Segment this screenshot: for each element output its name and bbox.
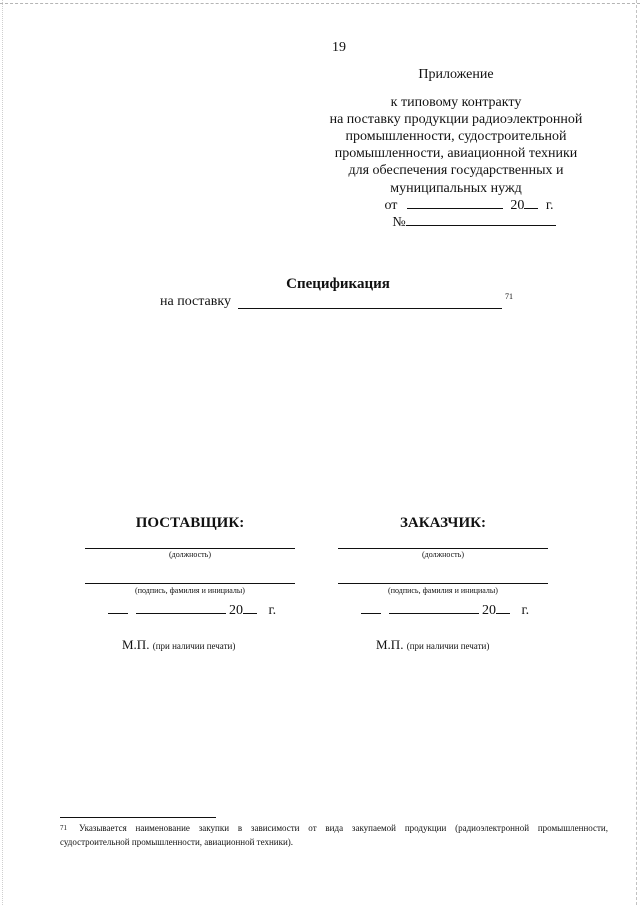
supplier-signature-line (85, 583, 295, 584)
footnote-separator (60, 817, 216, 818)
supplier-date-month-blank (136, 613, 226, 614)
page-edge-top (0, 3, 640, 4)
page-edge-right (636, 0, 637, 905)
footnote-reference: 71 (505, 292, 513, 301)
number-sign: № (392, 214, 406, 230)
customer-date-row (361, 603, 529, 619)
supplier-stamp-note: (при наличии печати) (152, 641, 236, 651)
customer-stamp-label (376, 637, 489, 653)
contract-date-row (320, 197, 592, 214)
supplier-date-day-blank (108, 613, 128, 614)
appendix-line: промышленности, авиационной техники (334, 146, 578, 162)
specification-title: Спецификация (286, 276, 390, 292)
contract-number-row (320, 214, 592, 231)
supply-label: на поставку (160, 294, 231, 309)
supplier-date-suffix: г. (268, 603, 277, 618)
customer-date-month-blank (389, 613, 479, 614)
appendix-line: муниципальных нужд (390, 180, 522, 196)
footnote-number: 71 (60, 824, 67, 832)
supplier-position-caption: (должность) (169, 550, 211, 559)
supplier-position-line (85, 548, 295, 549)
customer-date-year-blank (496, 613, 510, 614)
date-year: 20 (510, 197, 525, 213)
date-day-month-blank (407, 208, 503, 209)
supplier-date-year-blank (243, 613, 257, 614)
appendix-line: на поставку продукции радиоэлектронной (329, 112, 583, 128)
supplier-stamp-mp: М.П. (122, 637, 150, 652)
customer-date-suffix: г. (521, 603, 530, 618)
date-year-blank (524, 208, 538, 209)
appendix-line: промышленности, судостроительной (345, 129, 567, 145)
customer-date-day-blank (361, 613, 381, 614)
page-number: 19 (332, 40, 346, 55)
appendix-title: Приложение (418, 67, 494, 82)
appendix-line: для обеспечения государственных и (348, 163, 564, 179)
supplier-stamp-label (122, 637, 235, 653)
customer-position-caption: (должность) (422, 550, 464, 559)
supplier-date-year: 20 (229, 603, 243, 618)
customer-signature-caption: (подпись, фамилия и инициалы) (388, 586, 498, 595)
appendix-header (320, 66, 592, 231)
supplier-heading: ПОСТАВЩИК: (135, 515, 245, 531)
supplier-date-row (108, 603, 276, 619)
customer-date-year: 20 (482, 603, 496, 618)
supplier-signature-caption: (подпись, фамилия и инициалы) (135, 586, 245, 595)
supply-subject-blank (238, 308, 502, 309)
appendix-line: к типовому контракту (390, 95, 522, 111)
customer-stamp-mp: М.П. (376, 637, 404, 652)
page-edge-left (2, 0, 3, 905)
customer-position-line (338, 548, 548, 549)
date-suffix: г. (545, 197, 554, 213)
customer-stamp-note: (при наличии печати) (406, 641, 490, 651)
date-prefix: от (384, 197, 398, 213)
customer-heading: ЗАКАЗЧИК: (400, 515, 486, 531)
customer-signature-line (338, 583, 548, 584)
contract-number-blank (406, 225, 556, 226)
footnote (60, 822, 608, 849)
footnote-text: Указывается наименование закупки в зависимости от вида закупаемой продукции (радиоэлектронной промышленности, судостроительной промышленности, авиационной техники). (60, 823, 608, 847)
